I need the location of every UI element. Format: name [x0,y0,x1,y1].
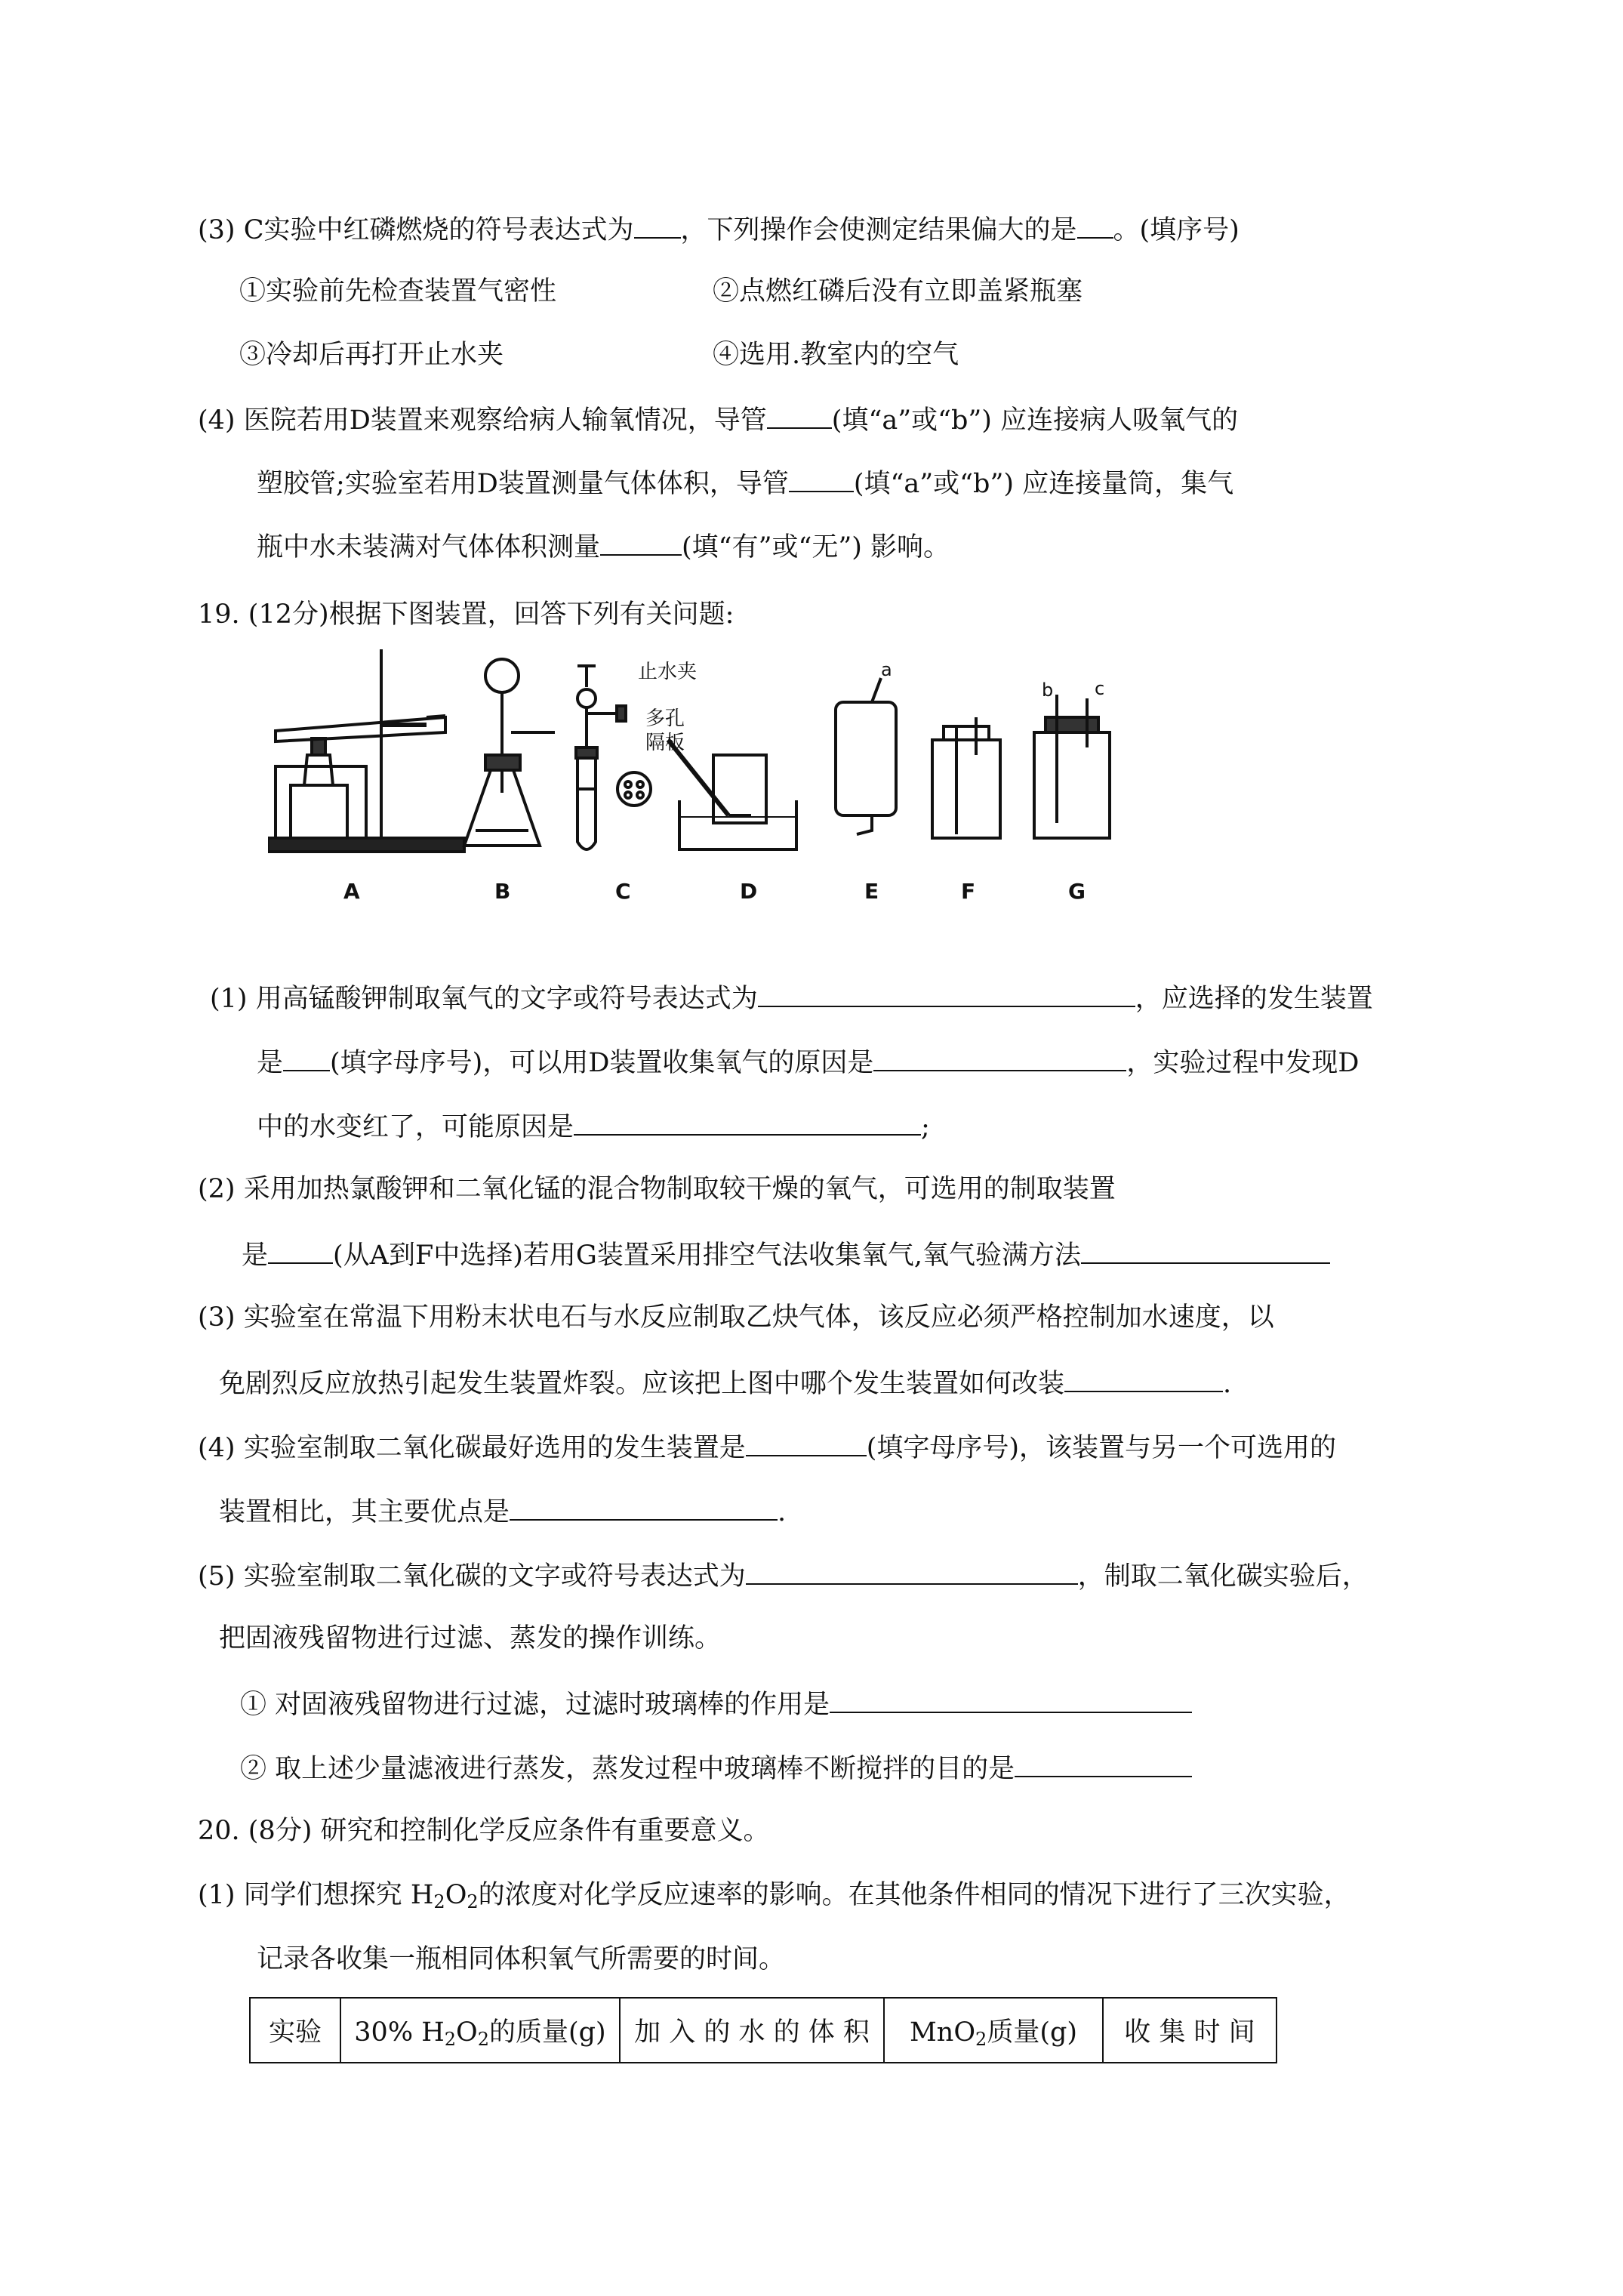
answer-blank[interactable] [600,527,682,556]
figure-label-f: F [961,879,976,904]
table-header-cell: 收 集 时 间 [1103,1998,1277,2063]
figure-label-g: G [1068,879,1086,904]
apparatus-a-icon [268,649,464,852]
table-header-cell: 实验 [250,1998,340,2063]
q19-p4-label: (4) [198,1433,236,1463]
q20-p1-line1: (1) 同学们想探究 $H_2O_2$的浓度对化学反应速率的影响。在其他条件相同的情况下进行了三次实验， [198,1880,1350,1912]
q19-p5-sub2: ② 取上述少量滤液进行蒸发，蒸发过程中玻璃棒不断搅拌的目的是 [240,1749,1192,1787]
q18-p4-line1: (4) 医院若用D装置来观察给病人输氧情况，导管 (填“a”或“b”) 应连接病人吸氧气的 [198,400,1238,439]
q19-p5-line1: (5) 实验室制取二氧化碳的文字或符号表达式为 ，制取二氧化碳实验后， [198,1556,1369,1595]
q19-p5-line2: 把固液残留物进行过滤、蒸发的操作训练。 [219,1623,722,1653]
q18-p4-line2: 塑胶管;实验室若用D装置测量气体体积，导管 (填“a”或“b”) 应连接量筒，集气 [257,464,1233,502]
figure-label-b: B [494,879,511,904]
answer-blank[interactable] [634,210,681,239]
q19-p5-label: (5) [198,1561,236,1592]
answer-blank[interactable] [789,464,854,492]
answer-blank[interactable] [830,1684,1192,1713]
q18-p3-option-4: ④选用.教室内的空气 [713,340,959,370]
figure-label-c: C [615,879,631,904]
answer-blank[interactable] [510,1492,778,1521]
figure-label-a: A [343,879,360,904]
q19-p1-label: (1) [210,984,248,1014]
q19-p1-line3: 中的水变红了，可能原因是 ; [257,1107,930,1145]
apparatus-e-icon [836,659,896,834]
q18-p3-label: (3) [198,215,236,245]
q19-p3-line1: (3) 实验室在常温下用粉末状电石与水反应制取乙炔气体，该反应必须严格控制加水速度，以 [198,1302,1274,1333]
answer-blank[interactable] [873,1043,1126,1071]
answer-blank[interactable] [1064,1364,1223,1392]
porous-plate-label-1: 多孔 [645,707,685,730]
apparatus-f-icon [932,717,1000,838]
q18-p4-line3: 瓶中水未装满对气体体积测量 (填“有”或“无”) 影响。 [257,527,950,566]
answer-blank[interactable] [574,1107,921,1136]
q18-p3-option-1: ①实验前先检查装置气密性 [239,276,557,307]
porous-plate-label-2: 隔板 [645,732,685,754]
q19-p5-sub1: ① 对固液残留物进行过滤，过滤时玻璃棒的作用是 [240,1684,1192,1723]
q18-p3-option-2: ②点燃红磷后没有立即盖紧瓶塞 [713,276,1083,307]
answer-blank[interactable] [767,400,832,429]
q19-p1-line2: 是 (填字母序号)，可以用D装置收集氧气的原因是 ，实验过程中发现D [257,1043,1359,1081]
q18-p4-label: (4) [198,405,236,436]
q19-p1-line1: (1) 用高锰酸钾制取氧气的文字或符号表达式为 ，应选择的发生装置 [210,978,1373,1017]
port-c-label: c [1095,678,1105,699]
table-header-row [250,1998,1277,2063]
q19-p4-line2: 装置相比，其主要优点是 . [219,1492,786,1530]
q19-p2-line2: 是 (从A到F中选择)若用G装置采用排空气法收集氧气,氧气验满方法 [242,1235,1330,1274]
answer-blank[interactable] [1015,1749,1192,1777]
q20-p1-label: (1) [198,1880,236,1910]
q19-p3-line2: 免剧烈反应放热引起发生装置炸裂。应该把上图中哪个发生装置如何改装 . [219,1364,1231,1402]
table-header-cell: 加 入 的 水 的 体 积 [620,1998,884,2063]
port-b-label: b [1042,680,1054,701]
answer-blank[interactable] [1077,210,1113,239]
table-header-cell: 30% $H_2O_2$的质量(g) [340,1998,620,2063]
answer-blank[interactable] [758,978,1135,1007]
answer-blank[interactable] [268,1235,333,1264]
q20-p1-line2: 记录各收集一瓶相同体积氧气所需要的时间。 [257,1944,786,1974]
apparatus-g-icon [1034,678,1110,838]
answer-blank[interactable] [746,1428,867,1456]
stop-clamp-label: 止水夹 [638,661,698,683]
experiment-table [249,1997,1277,2063]
q19-p3-label: (3) [198,1302,236,1333]
apparatus-d-icon [668,740,796,849]
answer-blank[interactable] [1081,1235,1330,1264]
port-a-label: a [881,659,892,680]
answer-blank[interactable] [283,1043,330,1071]
q18-p3-line1: (3) C实验中红磷燃烧的符号表达式为 ，下列操作会使测定结果偏大的是 。(填序号) [198,210,1240,248]
apparatus-figure [268,642,1227,914]
table-header-cell: MnO$_2$质量(g) [884,1998,1103,2063]
q19-p2-label: (2) [198,1174,236,1204]
q20-heading: 20. (8分) 研究和控制化学反应条件有重要意义。 [198,1816,770,1846]
figure-label-d: D [740,879,758,904]
q19-p4-line1: (4) 实验室制取二氧化碳最好选用的发生装置是 (填字母序号)，该装置与另一个可选用的 [198,1428,1336,1466]
figure-label-e: E [864,879,879,904]
apparatus-b-icon [464,659,555,846]
q19-p2-line1: (2) 采用加热氯酸钾和二氧化锰的混合物制取较干燥的氧气，可选用的制取装置 [198,1174,1116,1204]
q19-heading: 19. (12分)根据下图装置，回答下列有关问题: [198,599,735,630]
q18-p3-option-3: ③冷却后再打开止水夹 [239,340,504,370]
answer-blank[interactable] [746,1556,1078,1585]
